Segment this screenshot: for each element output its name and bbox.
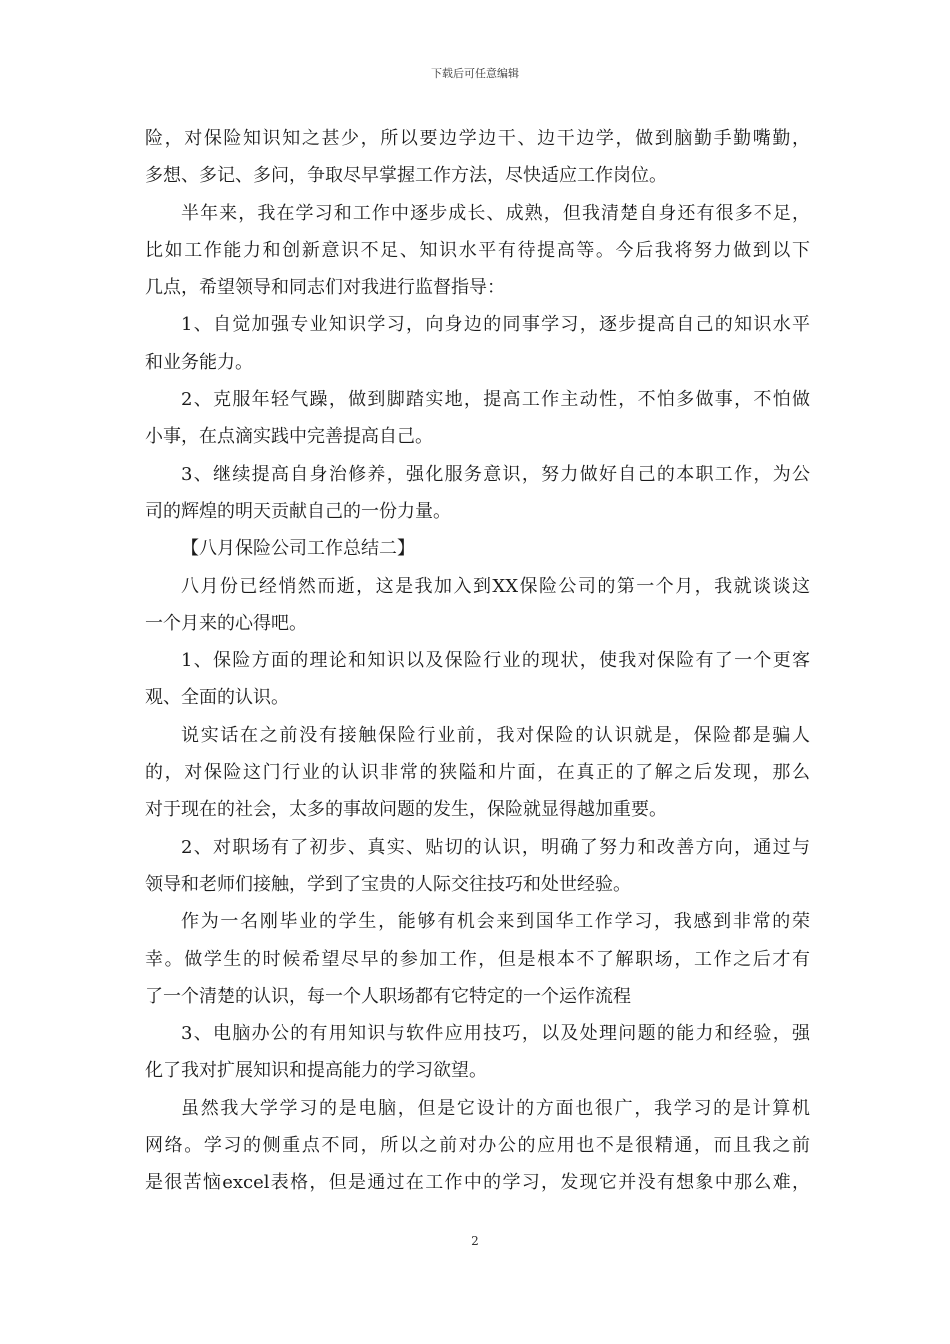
body-line: 和业务能力。: [145, 351, 253, 373]
document-body: [145, 120, 810, 1202]
body-line: 多想、多记、多问，争取尽早掌握工作方法，尽快适应工作岗位。: [145, 165, 667, 187]
body-line: 虽然我大学学习的是电脑，但是它设计的方面也很广，我学习的是计算机: [181, 1097, 810, 1119]
body-line: 化了我对扩展知识和提高能力的学习欲望。: [145, 1060, 487, 1082]
body-line: 比如工作能力和创新意识不足、知识水平有待提高等。今后我将努力做到以下: [145, 239, 810, 261]
body-line: 幸。做学生的时候希望尽早的参加工作，但是根本不了解职场，工作之后才有: [145, 948, 810, 970]
body-line: 小事，在点滴实践中完善提高自己。: [145, 426, 433, 448]
body-line: 的，对保险这门行业的认识非常的狭隘和片面，在真正的了解之后发现，那么: [145, 762, 810, 784]
body-line: 作为一名刚毕业的学生，能够有机会来到国华工作学习，我感到非常的荣: [181, 911, 810, 933]
body-line: 对于现在的社会，太多的事故问题的发生，保险就显得越加重要。: [145, 799, 667, 821]
body-line: 说实话在之前没有接触保险行业前，我对保险的认识就是，保险都是骗人: [181, 724, 810, 746]
body-line: 几点，希望领导和同志们对我进行监督指导：: [145, 277, 505, 299]
body-line: 1、自觉加强专业知识学习，向身边的同事学习，逐步提高自己的知识水平: [181, 314, 810, 336]
body-line: 是很苦恼excel表格，但是通过在工作中的学习，发现它并没有想象中那么难，: [145, 1172, 810, 1194]
body-line: 半年来，我在学习和工作中逐步成长、成熟，但我清楚自身还有很多不足，: [181, 202, 810, 224]
body-line: 2、对职场有了初步、真实、贴切的认识，明确了努力和改善方向，通过与: [181, 836, 810, 858]
body-line: 2、克服年轻气躁，做到脚踏实地，提高工作主动性，不怕多做事，不怕做: [181, 389, 810, 411]
body-line: 八月份已经悄然而逝，这是我加入到XX保险公司的第一个月，我就谈谈这: [181, 575, 810, 597]
section-heading: 【八月保险公司工作总结二】: [181, 538, 415, 560]
body-line: 司的辉煌的明天贡献自己的一份力量。: [145, 500, 451, 522]
body-line: 3、继续提高自身治修养，强化服务意识，努力做好自己的本职工作，为公: [181, 463, 810, 485]
page-header: 下载后可任意编辑: [431, 67, 519, 80]
body-line: 3、电脑办公的有用知识与软件应用技巧，以及处理问题的能力和经验，强: [181, 1023, 810, 1045]
body-line: 观、全面的认识。: [145, 687, 289, 709]
body-line: 领导和老师们接触，学到了宝贵的人际交往技巧和处世经验。: [145, 873, 631, 895]
body-line: 了一个清楚的认识，每一个人职场都有它特定的一个运作流程: [145, 985, 631, 1007]
body-line: 网络。学习的侧重点不同，所以之前对办公的应用也不是很精通，而且我之前: [145, 1135, 810, 1157]
page-number: 2: [471, 1234, 479, 1248]
body-line: 一个月来的心得吧。: [145, 612, 307, 634]
body-line: 1、保险方面的理论和知识以及保险行业的现状，使我对保险有了一个更客: [181, 650, 810, 672]
body-line: 险，对保险知识知之甚少，所以要边学边干、边干边学，做到脑勤手勤嘴勤，: [145, 128, 810, 149]
